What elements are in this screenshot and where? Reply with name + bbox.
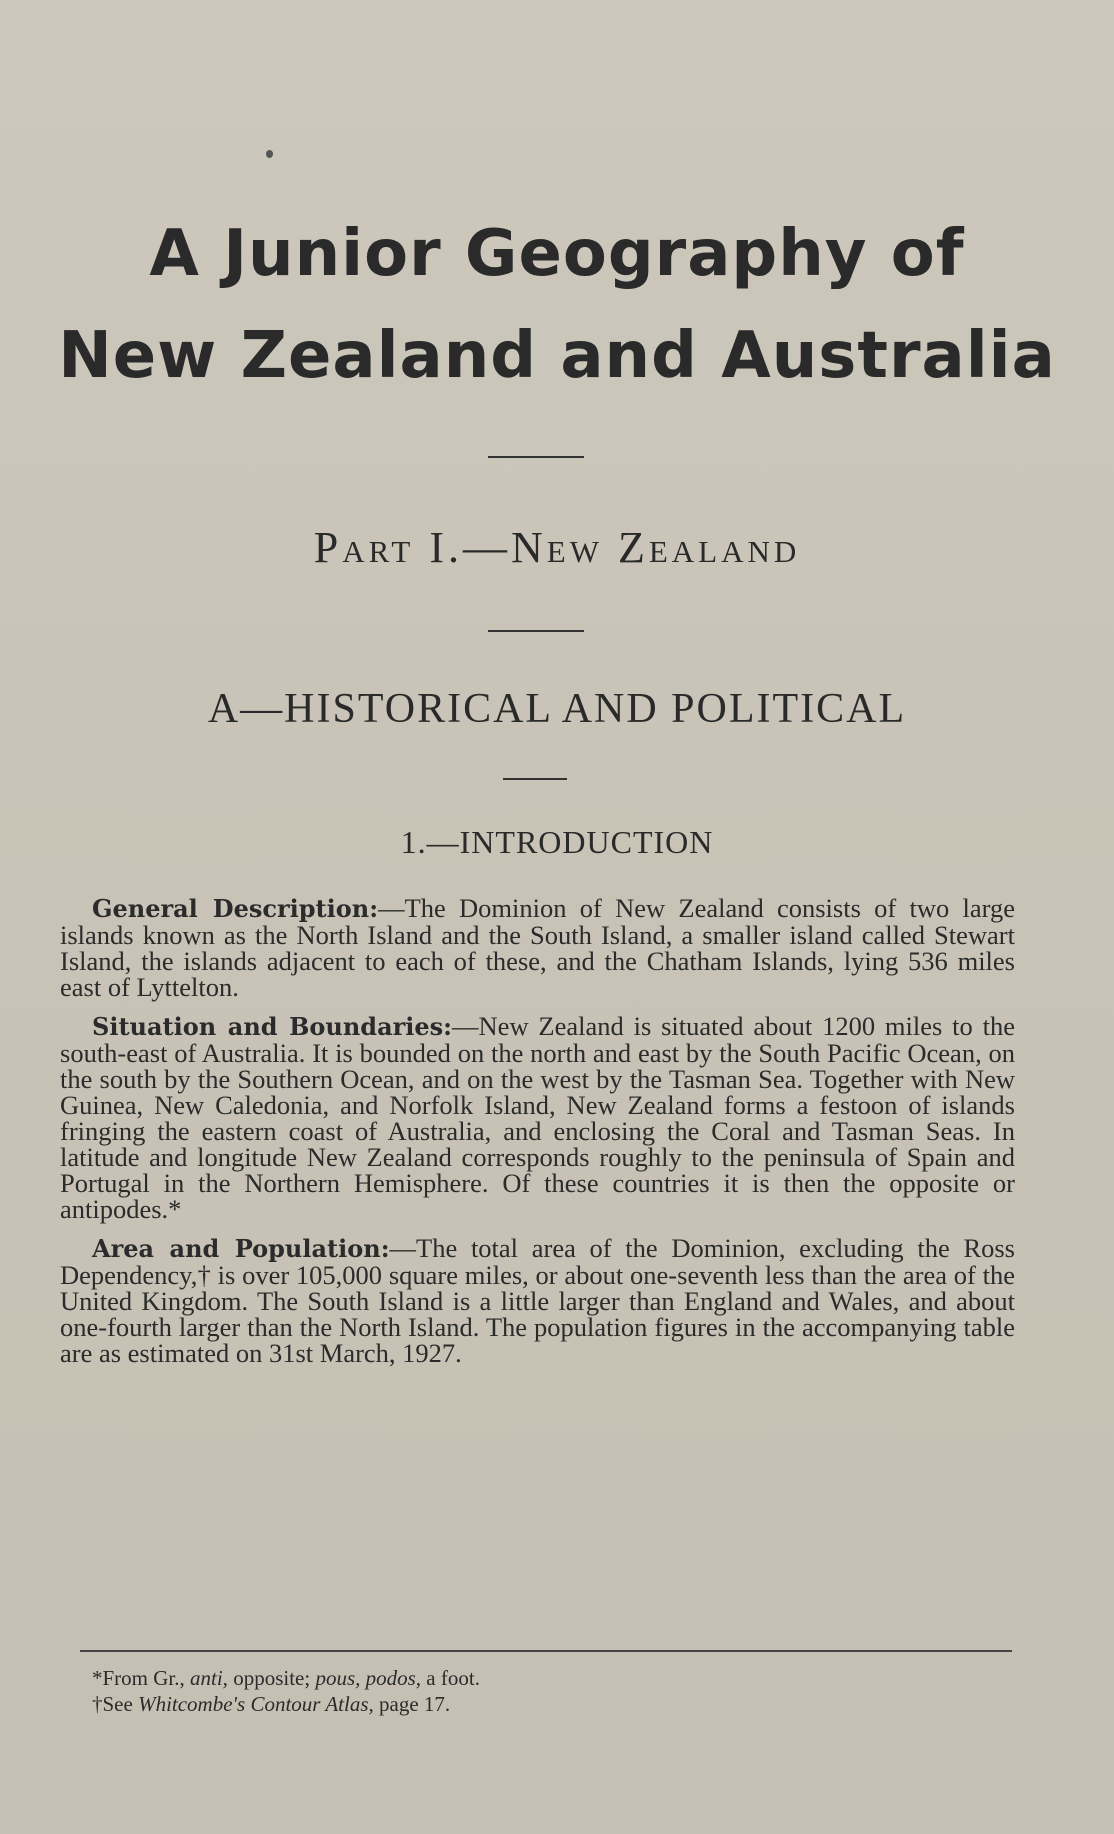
paragraph-heading: Area and Population: [92,1234,390,1263]
paragraph-area-population [60,1235,1015,1366]
footnote-term: anti, [190,1666,228,1690]
paragraph-heading: General Description: [92,894,379,923]
paragraph-text: —The Dominion of New Zealand consists of two large islands known as the North Island and the South Island, a smaller island called Stewart Island, the islands adjacent to each of these, and the Chatham Islands, lying 536 miles east of Lyttelton. [60,893,1015,1002]
paragraph-heading: Situation and Boundaries: [92,1012,453,1041]
title-line-1: A Junior Geography of [149,217,965,291]
divider-rule [488,630,584,632]
ink-speck [266,150,273,158]
divider-rule [488,456,584,458]
paragraph-text: —New Zealand is situated about 1200 miles to the south-east of Australia. It is bounded on the north and east by the South Pacific Ocean, on the south by the Southern Ocean, and on the west by the Tasman Sea. Together with New Guinea, New Caledonia, and Norfolk Island, New Zealand forms a festoon of islands fringing the eastern coast of Australia, and enclosing the Coral and Tasman Seas. In latitude and longitude New Zealand corresponds roughly to the peninsula of Spain and Portugal in the Northern Hemisphere. Of these countries it is then the opposite or antipodes.* [60,1011,1015,1224]
footnote-text: opposite; [233,1666,311,1690]
title-line-2: New Zealand and Australia [58,319,1056,393]
footnote-rule [80,1650,1012,1652]
footnote-2 [92,1692,450,1716]
part-heading: Part I.—New Zealand [313,523,801,572]
body-text [60,895,1015,1379]
footnote-text: page 17. [379,1692,451,1716]
footnote-1 [92,1666,480,1690]
footnote-text: *From Gr., [92,1666,185,1690]
footnote-term: pous, podos, [315,1666,422,1690]
divider-rule [503,778,567,780]
footnote-atlas-title: Whitcombe's Contour Atlas, [138,1692,374,1716]
section-heading: A—HISTORICAL AND POLITICAL [207,686,907,732]
chapter-heading: 1.—INTRODUCTION [400,824,714,860]
footnote-text: †See [92,1692,133,1716]
footnote-text: a foot. [426,1666,480,1690]
paragraph-text: —The total area of the Dominion, excluding the Ross Dependency,† is over 105,000 square miles, or about one-seventh less than the area of the United Kingdom. The South Island is a little larger than England and Wales, and about one-fourth larger than the North Island. The population figures in the accompanying table are as estimated on 31st March, 1927. [60,1233,1015,1368]
paragraph-situation-boundaries [60,1013,1015,1222]
paragraph-general-description [60,895,1015,1000]
